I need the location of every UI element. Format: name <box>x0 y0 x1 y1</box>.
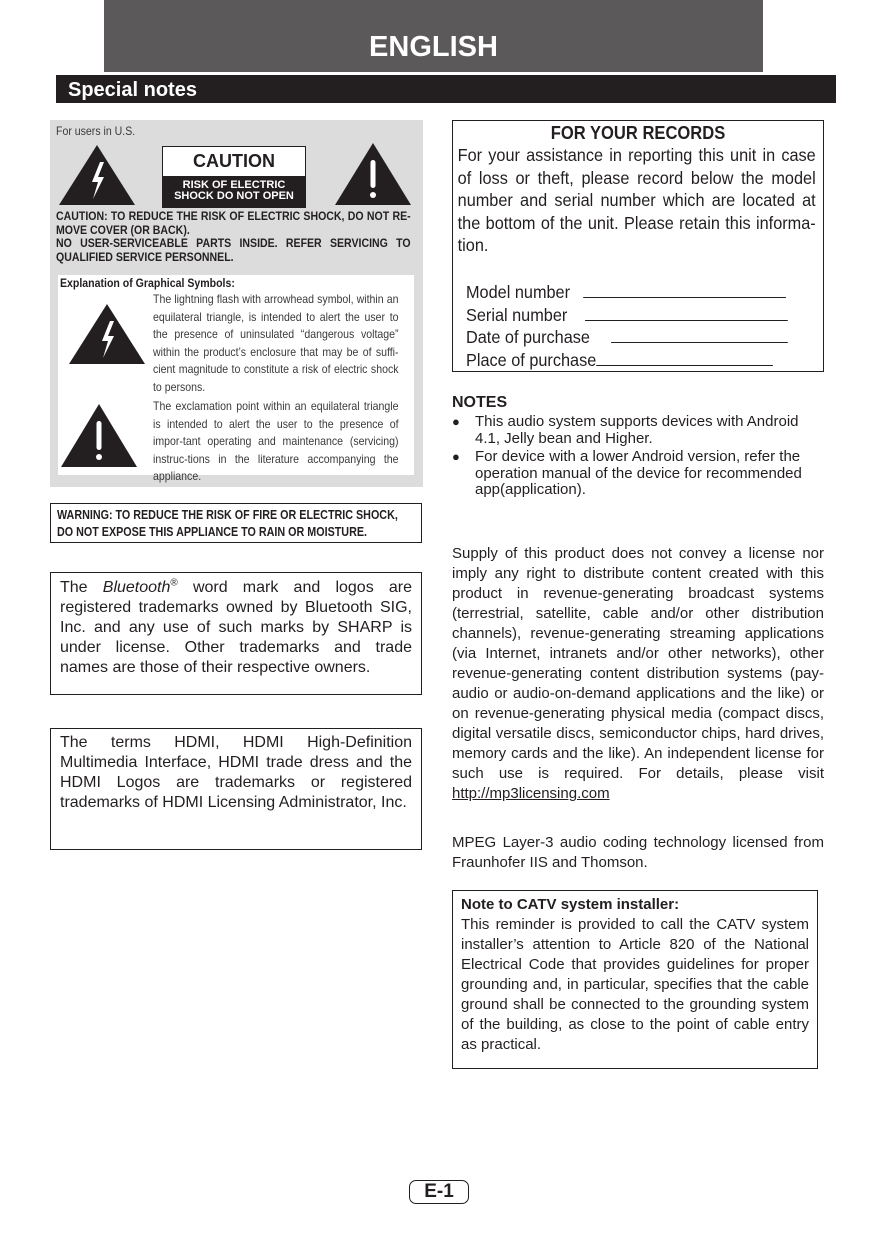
section-header <box>56 75 836 103</box>
record-label: Place of purchase <box>466 349 597 370</box>
serial-number-blank[interactable] <box>585 306 788 321</box>
language-banner <box>104 0 763 72</box>
caution-label-subtitle <box>163 176 305 202</box>
page-number: E-1 <box>424 1181 454 1202</box>
notes-list <box>452 414 824 499</box>
records-box <box>452 120 824 372</box>
note-text: This audio system supports devices with Android 4.1, Jelly bean and Higher. <box>475 413 799 447</box>
record-field-model <box>466 281 788 304</box>
bullet-icon: ● <box>452 449 460 464</box>
catv-body: This reminder is provided to call the CATV system installer’s attention to Article 820 of the National Electrical Code that provides guidelines for proper grounding and, in particular, specifies that the cable ground shall be connected to the grounding system of the building, as close to the point of cable entry as practical. <box>461 916 809 1053</box>
page-number-badge <box>409 1180 469 1204</box>
record-field-date <box>466 326 788 349</box>
model-number-blank[interactable] <box>583 283 786 298</box>
caution-label-line2: SHOCK DO NOT OPEN <box>174 190 294 202</box>
bluetooth-trademark-box <box>50 572 422 695</box>
caution-text <box>56 210 411 264</box>
records-title: FOR YOUR RECORDS <box>550 123 726 143</box>
caution-text-servicing: NO USER-SERVICEABLE PARTS INSIDE. REFER SERVICING TO QUALIFIED SERVICE PERSONNEL. <box>56 236 411 264</box>
mp3-license-paragraph <box>452 544 824 804</box>
lightning-warning-icon <box>58 144 136 206</box>
users-note: For users in U.S. <box>56 124 136 138</box>
record-field-serial <box>466 304 788 327</box>
notes-title: NOTES <box>452 394 508 411</box>
notes-section <box>452 394 824 499</box>
note-item <box>452 449 824 499</box>
record-label: Serial number <box>466 304 568 325</box>
language-title: ENGLISH <box>369 31 498 63</box>
lightning-symbol-icon <box>68 303 146 365</box>
exclamation-warning-icon <box>334 142 412 206</box>
symbol-explanation-box <box>58 275 414 483</box>
bluetooth-text: word mark and logos are registered trademarks owned by Bluetooth SIG, Inc. and any use of such marks by SHARP is under license. Other trademarks and trade names are those of their respective owners. <box>60 579 413 676</box>
exclamation-symbol-icon <box>60 403 138 468</box>
explanation-title: Explanation of Graphical Symbols: <box>60 276 235 290</box>
warning-line-1: WARNING: TO REDUCE THE RISK OF FIRE OR ELECTRIC SHOCK, <box>57 508 398 522</box>
record-label: Date of purchase <box>466 327 590 347</box>
caution-text-cover: CAUTION: TO REDUCE THE RISK OF ELECTRIC SHOCK, DO NOT RE-MOVE COVER (OR BACK). <box>56 209 411 237</box>
place-of-purchase-blank[interactable] <box>596 351 773 366</box>
license-text: Supply of this product does not convey a license nor imply any right to distribute content created with this product in revenue-generating broadcast systems (terrestrial, satellite, cable and/or other distribution channels), revenue-generating streaming applications (via Internet, intranets and/or other networks), other revenue-generating content distribution systems (pay-audio or audio-on-demand applications and the like) or on revenue-generating physical media (compact discs, digital versatile discs, semiconductor chips, hard drives, memory cards and the like). An independent license for such use is required. For details, please visit <box>452 545 824 782</box>
bullet-icon: ● <box>452 414 460 429</box>
caution-label-line1: RISK OF ELECTRIC <box>182 179 286 191</box>
hdmi-trademark-box <box>50 728 422 850</box>
catv-note-box <box>452 890 818 1069</box>
records-fields <box>466 281 812 371</box>
record-label: Model number <box>466 282 571 302</box>
mpeg-license-paragraph <box>452 833 824 873</box>
lightning-explanation: The lightning flash with arrowhead symbol, within an equilateral triangle, is intended to alert the user to the presence of uninsulated “dangerous voltage” within the product’s enclosure that may be of suffi-cient magnitude to constitute a risk of electric shock to persons. <box>153 292 399 394</box>
caution-label <box>162 146 306 208</box>
mp3licensing-link[interactable]: http://mp3licensing.com <box>452 785 610 802</box>
registered-mark: ® <box>170 577 178 589</box>
warning-line-2: DO NOT EXPOSE THIS APPLIANCE TO RAIN OR MOISTURE. <box>57 524 367 539</box>
date-of-purchase-blank[interactable] <box>611 328 788 343</box>
hdmi-text: The terms HDMI, HDMI High-Definition Multimedia Interface, HDMI trade dress and the HDMI Logos are trademarks or registered trademarks of HDMI Licensing Administrator, Inc. <box>60 734 412 811</box>
bluetooth-prefix: The <box>60 579 103 596</box>
mpeg-text: MPEG Layer-3 audio coding technology licensed from Fraunhofer IIS and Thomson. <box>452 834 824 871</box>
bluetooth-brand: Bluetooth <box>102 579 171 596</box>
caution-panel <box>50 120 423 487</box>
records-description: For your assistance in reporting this unit in case of loss or theft, please record below the model number and serial number which are located at the bottom of the unit. Please retain this informa-tion. <box>457 145 816 255</box>
catv-title: Note to CATV system installer: <box>461 896 680 913</box>
caution-label-title: CAUTION <box>163 147 305 176</box>
section-title: Special notes <box>68 79 197 101</box>
note-text: For device with a lower Android version, refer the operation manual of the device for recommended app(application). <box>475 448 802 498</box>
record-field-place <box>466 349 788 372</box>
note-item <box>452 414 824 447</box>
exclamation-explanation: The exclamation point within an equilateral triangle is intended to alert the user to the presence of impor-tant operating and maintenance (servicing) instruc-tions in the literature accompanying the appliance. <box>153 399 399 483</box>
warning-box <box>50 503 422 543</box>
